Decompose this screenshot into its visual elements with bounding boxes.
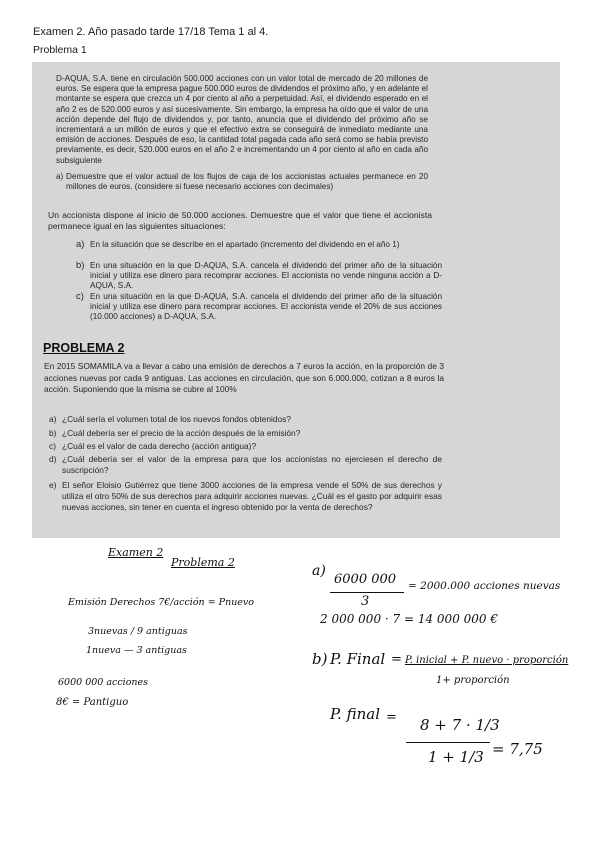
handwritten-formula-numerator: P. inicial + P. nuevo · proporción — [405, 655, 569, 666]
problem-2-question-b — [49, 428, 442, 439]
item-label: c) — [76, 291, 84, 302]
problem-2-statement: En 2015 SOMAMILA va a llevar a cabo una emisión de derechos a 7 euros la acción, en la proporción de 3 acciones nuevas por cada 9 antiguas. Las acciones en circulación, que son 6.000.000, cotizan a 8 euros la acción. Suponiendo que la misma se cubre al 100% — [44, 361, 444, 395]
problem-2-question-c — [49, 441, 442, 452]
handwritten-final-price: P. Final — [330, 650, 386, 668]
question-label: a) — [56, 172, 64, 181]
handwritten-shares: 6000 000 acciones — [58, 677, 149, 688]
question-text: El señor Eloisio Gutiérrez que tiene 3000 acciones de la empresa vende el 50% de sus derechos y utiliza el otro 50% de sus derechos para adquirir acciones nuevas. ¿Cuál es el gasto por adquirir esas nuevas acciones, sin tener en cuenta el ingreso obtenido por la venta de derechos? — [62, 480, 442, 512]
question-text: ¿Cuál es el valor de cada derecho (acción antigua)? — [62, 441, 257, 451]
handwritten-old-price: 8€ = Pantiguo — [56, 697, 129, 708]
problem-1-situation-b — [76, 260, 442, 292]
item-text: En una situación en la que D-AQUA, S.A. cancela el dividendo del primer año de la situación inicial y utiliza ese dinero para recomprar acciones. El accionista no vende ninguna acción a D-AQUA, S.A. — [90, 261, 442, 291]
handwritten-answer-a-numerator: 6000 000 — [334, 572, 397, 587]
handwritten-numeric-denominator: 1 + 1/3 — [428, 748, 484, 766]
scanned-exam-section — [32, 62, 560, 538]
handwritten-title-exam: Examen 2 — [108, 546, 164, 559]
document-header: Examen 2. Año pasado tarde 17/18 Tema 1 al 4. — [33, 26, 269, 38]
handwritten-ratio-1: 3nuevas / 9 antiguas — [88, 626, 188, 637]
problem-2-heading: PROBLEMA 2 — [43, 341, 125, 355]
question-label: d) — [49, 454, 57, 464]
problem-2-question-e — [49, 480, 442, 513]
handwritten-final-result: = 7,75 — [492, 740, 543, 758]
problem-1-statement: D-AQUA, S.A. tiene en circulación 500.000 acciones con un valor total de mercado de 20 millones de euros. Se espera que la empresa pague 500.000 euros de dividendos el próximo año, y en adelante el montante se espera que crezca un 4 por ciento al año a perpetuidad. Así, el dividendo esperado en el año 2 es de 520.000 euros y así sucesivamente. Sin embargo, la empresa ha oído que el valor de una acción depende del flujo de dividendos y, por tanto, anuncia que el dividendo del próximo año se incrementará a un millón de euros y que el efectivo extra se conseguirá de inmediato mediante una emisión de acciones. Después de eso, la cantidad total pagada cada año será como se había previsto previamente, es decir, 520.000 euros en el año 2 e incrementando un 4 por ciento al año en cada año subsiguiente — [56, 74, 428, 165]
equals-sign: = — [386, 710, 397, 725]
fraction-bar — [330, 592, 404, 593]
problem-2-question-d — [49, 454, 442, 476]
handwritten-final-price-2: P. final — [330, 705, 380, 723]
handwritten-answer-a-label: a) — [312, 563, 326, 579]
handwritten-title-problem: Problema 2 — [171, 556, 235, 569]
problem-1-question-a — [56, 172, 428, 192]
equals-sign: = — [391, 652, 402, 667]
problem-1-situation-c — [76, 291, 442, 323]
handwritten-rights-issue: Emisión Derechos 7€/acción = Pnuevo — [68, 597, 255, 608]
problem-2-question-a — [49, 414, 442, 425]
question-label: e) — [49, 480, 57, 490]
problem-1-heading: Problema 1 — [33, 44, 87, 56]
handwritten-answer-b-label: b) — [312, 650, 328, 668]
question-text: ¿Cuál sería el volumen total de los nuevos fondos obtenidos? — [62, 414, 292, 424]
question-text: ¿Cuál debería ser el precio de la acción después de la emisión? — [62, 428, 301, 438]
item-text: En una situación en la que D-AQUA, S.A. cancela el dividendo del primer año de la situación inicial y utiliza ese dinero para recomprar acciones. El accionista vende el 20% de sus acciones (10.000 acciones) a D-AQUA, S.A. — [90, 292, 442, 322]
question-label: a) — [49, 414, 57, 424]
handwritten-answer-a-result: = 2000.000 acciones nuevas — [408, 580, 561, 592]
item-label: b) — [76, 260, 85, 271]
problem-1-shareholder-statement: Un accionista dispone al inicio de 50.000 acciones. Demuestre que el valor que tiene el accionista permanece igual en las siguientes situaciones: — [48, 210, 432, 231]
item-text: En la situación que se describe en el apartado (incremento del dividendo en el año 1) — [90, 240, 400, 249]
problem-1-situation-a — [76, 239, 442, 250]
fraction-bar — [406, 742, 490, 743]
handwritten-ratio-2: 1nueva — 3 antiguas — [86, 645, 187, 656]
handwritten-numeric-numerator: 8 + 7 · 1/3 — [420, 716, 500, 734]
question-label: c) — [49, 441, 56, 451]
question-label: b) — [49, 428, 57, 438]
handwritten-answer-a-denominator: 3 — [361, 594, 370, 609]
handwritten-formula-denominator: 1+ proporción — [436, 675, 510, 686]
handwritten-answer-a-funds: 2 000 000 · 7 = 14 000 000 € — [320, 612, 498, 626]
item-label: a) — [76, 239, 85, 250]
question-text: ¿Cuál debería ser el valor de la empresa para que los accionistas no ejerciesen el derecho de suscripción? — [62, 454, 442, 475]
question-text: Demuestre que el valor actual de los flujos de caja de los accionistas actuales permanece en 20 millones de euros. (considere si fuese necesario acciones con decimales) — [66, 172, 428, 192]
